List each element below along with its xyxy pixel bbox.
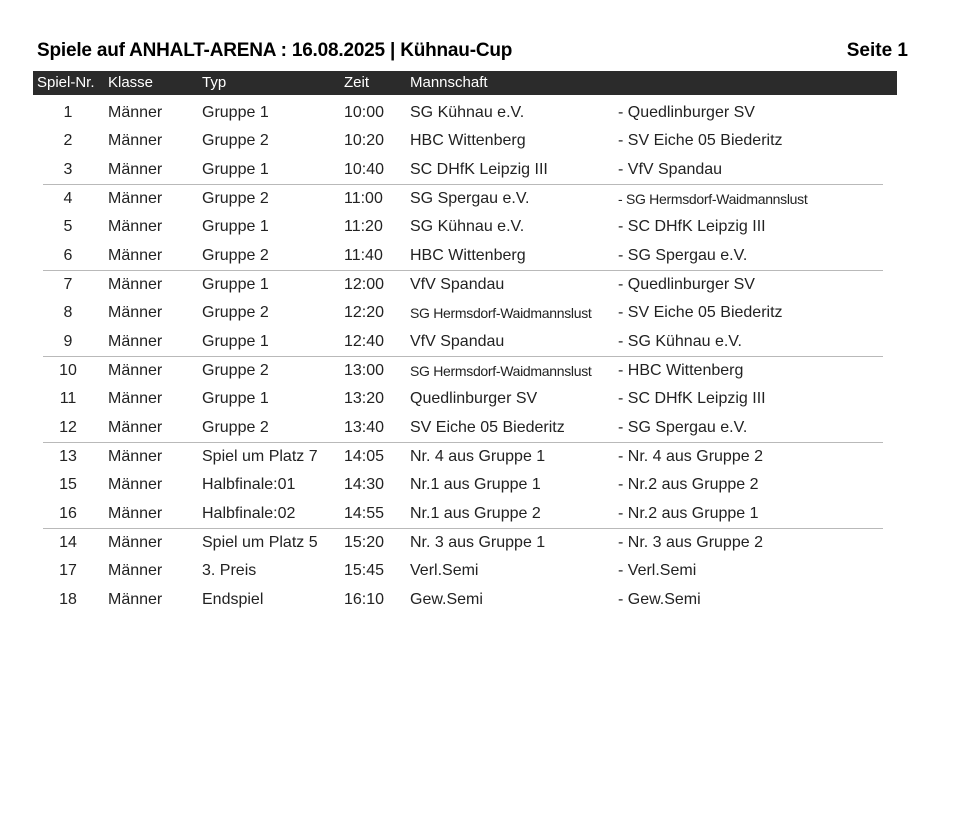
game-type: Gruppe 2: [202, 132, 269, 150]
game-class: Männer: [108, 104, 163, 121]
team-home: SG Spergau e.V.: [410, 189, 530, 207]
game-number: 1: [63, 104, 73, 121]
game-class: Männer: [108, 361, 163, 379]
game-number: 5: [63, 218, 73, 236]
table-row: [0, 99, 970, 127]
table-header: [33, 71, 897, 95]
table-row: [43, 528, 883, 557]
game-number: 2: [63, 132, 73, 150]
game-class: Männer: [108, 304, 163, 322]
game-type: Gruppe 1: [202, 390, 269, 408]
team-home: SG Hermsdorf-Waidmannslust: [410, 305, 592, 322]
team-home: SG Kühnau e.V.: [410, 104, 525, 121]
game-type: Spiel um Platz 7: [202, 447, 318, 465]
team-away: - SG Spergau e.V.: [618, 246, 748, 264]
team-away: - SC DHfK Leipzig III: [618, 218, 766, 236]
team-home: HBC Wittenberg: [410, 132, 526, 150]
game-class: Männer: [108, 533, 163, 551]
table-row: [0, 242, 970, 270]
game-class: Männer: [108, 160, 163, 178]
table-row: [0, 213, 970, 241]
game-time: 13:20: [344, 390, 385, 408]
game-time: 10:40: [344, 160, 385, 178]
game-type: Halbfinale:01: [202, 476, 296, 494]
team-home: VfV Spandau: [410, 275, 505, 293]
team-home: SC DHfK Leipzig III: [410, 160, 548, 178]
team-away: - Nr. 4 aus Gruppe 2: [618, 447, 763, 465]
game-number: 4: [63, 189, 73, 207]
page-title: Spiele auf ANHALT-ARENA : 16.08.2025 | Kühnau-Cup: [37, 40, 513, 61]
game-time: 11:20: [344, 218, 383, 236]
game-number: 16: [59, 504, 77, 522]
game-class: Männer: [108, 476, 163, 494]
team-away: - Nr.2 aus Gruppe 2: [618, 476, 759, 494]
team-home: Gew.Semi: [410, 590, 483, 608]
game-type: Gruppe 1: [202, 218, 269, 236]
team-home: Verl.Semi: [410, 562, 479, 580]
team-away: - HBC Wittenberg: [618, 361, 744, 379]
game-time: 13:00: [344, 361, 385, 379]
game-time: 14:05: [344, 447, 385, 465]
team-away: - Verl.Semi: [618, 562, 697, 580]
game-class: Männer: [108, 275, 163, 293]
game-time: 13:40: [344, 418, 385, 436]
team-home: Nr.1 aus Gruppe 1: [410, 476, 541, 494]
table-row: [43, 356, 883, 385]
game-number: 14: [59, 533, 77, 551]
table-row: [0, 156, 970, 184]
game-time: 15:20: [344, 533, 385, 551]
game-class: Männer: [108, 590, 163, 608]
table-row: [0, 127, 970, 155]
game-type: 3. Preis: [202, 562, 257, 580]
table-row: [0, 500, 970, 528]
team-away: - Gew.Semi: [618, 590, 701, 608]
table-row: [43, 184, 883, 213]
team-home: SV Eiche 05 Biederitz: [410, 418, 565, 436]
game-type: Gruppe 1: [202, 104, 269, 121]
game-number: 15: [59, 476, 77, 494]
game-type: Gruppe 2: [202, 418, 269, 436]
game-type: Halbfinale:02: [202, 504, 296, 522]
game-type: Endspiel: [202, 590, 264, 608]
game-number: 10: [59, 361, 77, 379]
game-number: 17: [59, 562, 77, 580]
game-number: 11: [59, 390, 77, 408]
team-home: Quedlinburger SV: [410, 390, 538, 408]
column-header-zeit: Zeit: [344, 74, 370, 91]
game-time: 14:55: [344, 504, 385, 522]
game-time: 12:00: [344, 275, 385, 293]
team-away: - Nr.2 aus Gruppe 1: [618, 504, 759, 522]
game-class: Männer: [108, 332, 163, 350]
game-type: Gruppe 2: [202, 361, 269, 379]
team-away: - SG Kühnau e.V.: [618, 332, 742, 350]
game-type: Gruppe 1: [202, 160, 269, 178]
team-away: - SC DHfK Leipzig III: [618, 390, 766, 408]
game-type: Gruppe 1: [202, 275, 269, 293]
game-time: 11:40: [344, 246, 383, 264]
game-time: 10:20: [344, 132, 385, 150]
table-row: [0, 414, 970, 442]
team-away: - Nr. 3 aus Gruppe 2: [618, 533, 763, 551]
table-row: [0, 557, 970, 585]
game-type: Spiel um Platz 5: [202, 533, 318, 551]
game-time: 12:40: [344, 332, 385, 350]
game-number: 12: [59, 418, 77, 436]
game-number: 6: [63, 246, 73, 264]
team-home: SG Kühnau e.V.: [410, 218, 525, 236]
column-header-typ: Typ: [202, 74, 227, 91]
game-number: 13: [59, 447, 77, 465]
column-header-mannschaft: Mannschaft: [410, 74, 488, 91]
game-time: 12:20: [344, 304, 385, 322]
team-home: VfV Spandau: [410, 332, 505, 350]
column-header-klasse: Klasse: [108, 74, 154, 91]
game-class: Männer: [108, 246, 163, 264]
team-home: SG Hermsdorf-Waidmannslust: [410, 362, 592, 379]
game-number: 7: [63, 275, 73, 293]
team-home: Nr. 4 aus Gruppe 1: [410, 447, 546, 465]
table-row: [0, 328, 970, 356]
game-time: 15:45: [344, 562, 385, 580]
game-class: Männer: [108, 390, 163, 408]
page-number: Seite 1: [846, 40, 908, 61]
team-away: - Quedlinburger SV: [618, 104, 755, 121]
table-row: [43, 270, 883, 299]
team-away: - VfV Spandau: [618, 160, 723, 178]
game-class: Männer: [108, 504, 163, 522]
team-away: - SV Eiche 05 Biederitz: [618, 304, 783, 322]
table-row: [0, 385, 970, 413]
game-time: 16:10: [344, 590, 385, 608]
team-home: Nr. 3 aus Gruppe 1: [410, 533, 546, 551]
game-class: Männer: [108, 189, 163, 207]
team-away: - SV Eiche 05 Biederitz: [618, 132, 783, 150]
team-away: - Quedlinburger SV: [618, 275, 755, 293]
column-header-nr: Spiel-Nr.: [37, 74, 95, 91]
game-number: 8: [63, 304, 73, 322]
table-row: [0, 299, 970, 327]
game-time: 10:00: [344, 104, 385, 121]
game-class: Männer: [108, 132, 163, 150]
game-type: Gruppe 2: [202, 189, 269, 207]
team-away: - SG Hermsdorf-Waidmannslust: [618, 190, 808, 207]
game-table: [0, 99, 970, 614]
team-away: - SG Spergau e.V.: [618, 418, 748, 436]
game-class: Männer: [108, 447, 163, 465]
team-home: HBC Wittenberg: [410, 246, 526, 264]
table-row: [0, 586, 970, 614]
game-type: Gruppe 2: [202, 304, 269, 322]
game-number: 18: [59, 590, 77, 608]
game-time: 11:00: [344, 189, 383, 207]
game-class: Männer: [108, 562, 163, 580]
game-time: 14:30: [344, 476, 385, 494]
game-type: Gruppe 1: [202, 332, 269, 350]
team-home: Nr.1 aus Gruppe 2: [410, 504, 541, 522]
game-class: Männer: [108, 218, 163, 236]
table-row: [0, 471, 970, 499]
game-number: 9: [63, 332, 73, 350]
game-number: 3: [63, 160, 73, 178]
table-row: [43, 442, 883, 471]
game-type: Gruppe 2: [202, 246, 269, 264]
game-class: Männer: [108, 418, 163, 436]
